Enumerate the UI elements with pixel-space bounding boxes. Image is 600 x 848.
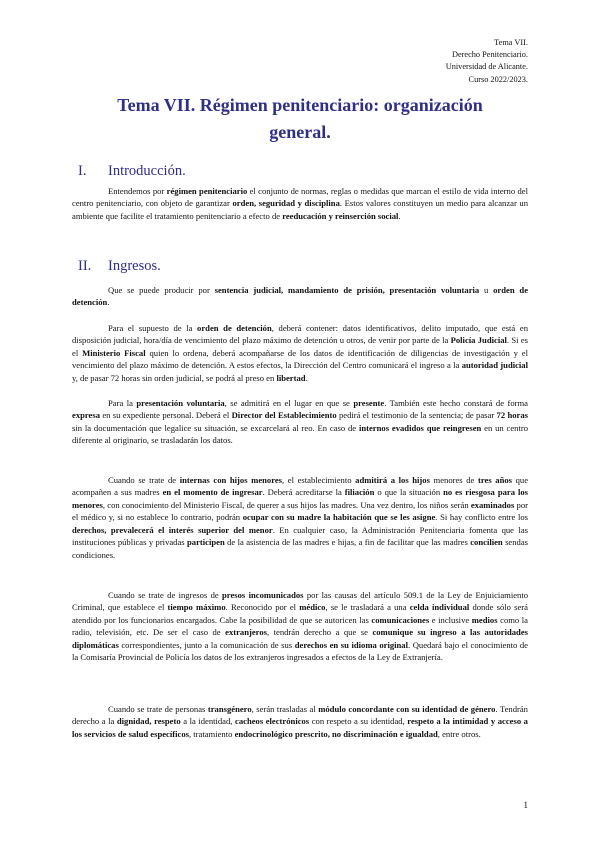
- bold-term: orden de detención: [72, 285, 529, 308]
- text-run: , se admitirá en el lugar en que se: [224, 398, 354, 408]
- text-run: . Reconocido por el: [225, 602, 300, 613]
- section-title: Introducción.: [108, 163, 186, 179]
- bold-term: dignidad, respeto: [116, 716, 181, 727]
- text-run: Cuando se trate de ingresos de: [108, 590, 223, 600]
- section-number: II.: [78, 258, 92, 274]
- paragraph-ingresos-modos: [72, 284, 528, 309]
- text-run: . También este hecho constará de forma: [384, 398, 528, 408]
- text-run: Que se puede producir por: [108, 285, 215, 295]
- bold-term: no es riesgosa para los menores: [72, 487, 528, 510]
- text-run: .: [305, 372, 308, 383]
- bold-term: medios: [471, 614, 498, 625]
- bold-term: Ministerio Fiscal: [82, 347, 146, 358]
- text-run: Entendemos por: [108, 186, 167, 196]
- bold-term: comunicaciones: [371, 614, 430, 625]
- bold-term: cacheos electrónicos: [235, 716, 310, 727]
- bold-term: derechos en su idioma original: [294, 639, 408, 650]
- section-heading-introduccion: [78, 163, 186, 180]
- text-run: y, de pasar 72 horas sin orden judicial, se podrá al preso en: [72, 372, 277, 383]
- text-run: sendas condiciones.: [72, 537, 528, 560]
- paragraph-orden-detencion: [72, 322, 528, 384]
- text-run: como la radio, televisión, etc. De ser el caso de: [72, 614, 528, 638]
- bold-term: concilien: [470, 537, 503, 548]
- section-title: Ingresos.: [108, 258, 161, 274]
- text-run: donde sólo será atendido por los funcionarios encargados. Cabe la posibilidad de que se autoricen las: [72, 602, 528, 625]
- text-run: , entre otros.: [437, 728, 481, 739]
- text-run: , serán trasladas al: [251, 704, 319, 714]
- text-run: en un centro diferente al originario, se trasladarán los datos.: [72, 422, 528, 446]
- paragraph-internas-hijos: [72, 474, 528, 561]
- header-line: Tema VII.: [494, 38, 528, 47]
- text-run: Cuando se trate de: [108, 475, 180, 485]
- paragraph-presos-incomunicados: [72, 589, 528, 664]
- header-line: Curso 2022/2023.: [468, 74, 528, 84]
- bold-term: tiempo máximo: [167, 602, 226, 613]
- page-title-line: general.: [269, 122, 331, 142]
- bold-term: ocupar con su madre la habitación que se les asigne: [242, 512, 436, 523]
- bold-term: internas con hijos menores: [179, 475, 283, 485]
- bold-term: régimen penitenciario: [166, 186, 248, 196]
- bold-term: Director del Establecimiento: [231, 410, 337, 421]
- text-run: .: [107, 297, 110, 308]
- bold-term: examinados: [470, 499, 515, 510]
- bold-term: módulo concordante con su identidad de género: [318, 704, 496, 714]
- bold-term: autoridad judicial: [461, 360, 528, 371]
- text-run: a la identidad,: [180, 716, 236, 727]
- bold-term: tres años: [477, 475, 512, 485]
- bold-term: orden de detención: [197, 323, 272, 333]
- text-run: por las causas del artículo 509.1 de la Ley de Enjuiciamiento Criminal, que establece el: [72, 590, 528, 613]
- text-run: . Estos valores constituyen un medio para alcanzar un ambiente que facilite el tratamiento penitenciario a efecto de: [72, 198, 529, 221]
- text-run: . Tendrán derecho a la: [72, 704, 528, 727]
- bold-term: sentencia judicial, mandamiento de prisión, presentación voluntaria: [214, 285, 480, 295]
- text-run: . Si hay conflicto entre los: [435, 512, 529, 523]
- bold-term: orden, seguridad y disciplina: [232, 198, 340, 209]
- text-run: , tendrán derecho a que se: [266, 627, 373, 638]
- page-title-line: Tema VII. Régimen penitenciario: organización: [117, 95, 483, 115]
- text-run: en su expediente personal. Deberá el: [100, 410, 232, 421]
- bold-term: presos incomunicados: [222, 590, 304, 600]
- bold-term: expresa: [72, 410, 101, 421]
- text-run: pedirá el testimonio de la sentencia; de pasar: [336, 410, 497, 421]
- text-run: , se le trasladará a una: [325, 602, 410, 613]
- bold-term: presente: [353, 398, 385, 408]
- bold-term: celda individual: [409, 602, 470, 613]
- text-run: quien lo ordena, deberá acompañarse de los datos de identificación de diligencias de investigación y el vencimiento del plazo máximo de detención. A estos efectos, la Dirección del Centro comunicará el ingreso a la: [72, 347, 528, 371]
- bold-term: extranjeros: [225, 627, 267, 638]
- text-run: por el médico y, si no establece lo contrario, podrán: [72, 499, 529, 523]
- text-run: .: [398, 210, 401, 221]
- text-run: sin la documentación que legalice su situación, se excarcelará al reo. En caso de: [72, 422, 359, 433]
- text-run: . En cualquier caso, la Administración Penitenciaria fomenta que las instituciones públicas y privadas: [72, 524, 528, 548]
- text-run: . Si es el: [72, 335, 528, 358]
- bold-term: participen: [187, 537, 225, 548]
- text-run: , el establecimiento: [282, 475, 356, 485]
- bold-term: transgénero: [207, 704, 252, 714]
- bold-term: en el momento de ingresar: [162, 487, 263, 498]
- text-run: . Quedará bajo el conocimiento de la Comisaría Provincial de Policía los datos de los extranjeros ingresados a efectos de la Ley de Extranjería.: [72, 639, 528, 663]
- text-run: Para la: [108, 398, 137, 408]
- bold-term: comunique su ingreso a las autoridades diplomáticas: [72, 627, 528, 650]
- text-run: con respeto a su identidad,: [309, 716, 408, 727]
- page-number: 1: [523, 800, 528, 810]
- paragraph-transgenero: [72, 703, 528, 740]
- text-run: Cuando se trate de personas: [108, 704, 208, 714]
- text-run: . Deberá acreditarse la: [262, 487, 345, 498]
- bold-term: admitirá a los hijos: [355, 475, 430, 485]
- header-line: Universidad de Alicante.: [445, 62, 528, 72]
- section-heading-ingresos: [78, 258, 161, 275]
- bold-term: endocrinológico prescrito, no discriminación e igualdad: [234, 728, 438, 739]
- running-header: [446, 37, 528, 86]
- text-run: que acompañen a sus madres: [72, 475, 529, 498]
- text-run: el conjunto de normas, reglas o medidas que marcan el estilo de vida interno del centro penitenciario, con objeto de garantizar: [72, 186, 528, 209]
- section-number: I.: [78, 163, 87, 179]
- text-run: e inclusive: [429, 614, 472, 625]
- bold-term: 72 horas: [496, 410, 528, 421]
- bold-term: derechos, prevalecerá el interés superior del menor: [72, 524, 273, 535]
- bold-term: filiación: [344, 487, 375, 498]
- text-run: de la asistencia de las madres e hijas, a fin de facilitar que las madres: [224, 537, 471, 548]
- bold-term: médico: [299, 602, 326, 613]
- text-run: , deberá contener: datos identificativos, delito imputado, que está en disposición judicial, hora/día de vencimiento del plazo máximo de detención u otros, de venir por parte de la: [72, 323, 528, 346]
- paragraph-intro: [72, 185, 528, 222]
- page-title: [72, 92, 528, 146]
- bold-term: reeducación y reinserción social: [282, 210, 399, 221]
- bold-term: Policía Judicial: [450, 335, 507, 346]
- text-run: o que la situación: [374, 487, 444, 498]
- text-run: u: [479, 285, 494, 295]
- bold-term: internos evadidos que reingresen: [358, 422, 482, 433]
- bold-term: libertad: [276, 372, 306, 383]
- text-run: menores de: [429, 475, 478, 485]
- text-run: , tratamiento: [188, 728, 235, 739]
- paragraph-presentacion-voluntaria: [72, 397, 528, 447]
- text-run: , con conocimiento del Ministerio Fiscal, de querer a sus hijos las madres. Una vez dentro, los niños serán: [102, 499, 471, 510]
- text-run: Para el supuesto de la: [108, 323, 198, 333]
- bold-term: respeto a la intimidad y acceso a los servicios de salud específicos: [72, 716, 528, 739]
- header-line: Derecho Penitenciario.: [451, 50, 528, 60]
- bold-term: presentación voluntaria: [136, 398, 225, 408]
- text-run: correspondientes, junto a la comunicación de sus: [118, 639, 295, 650]
